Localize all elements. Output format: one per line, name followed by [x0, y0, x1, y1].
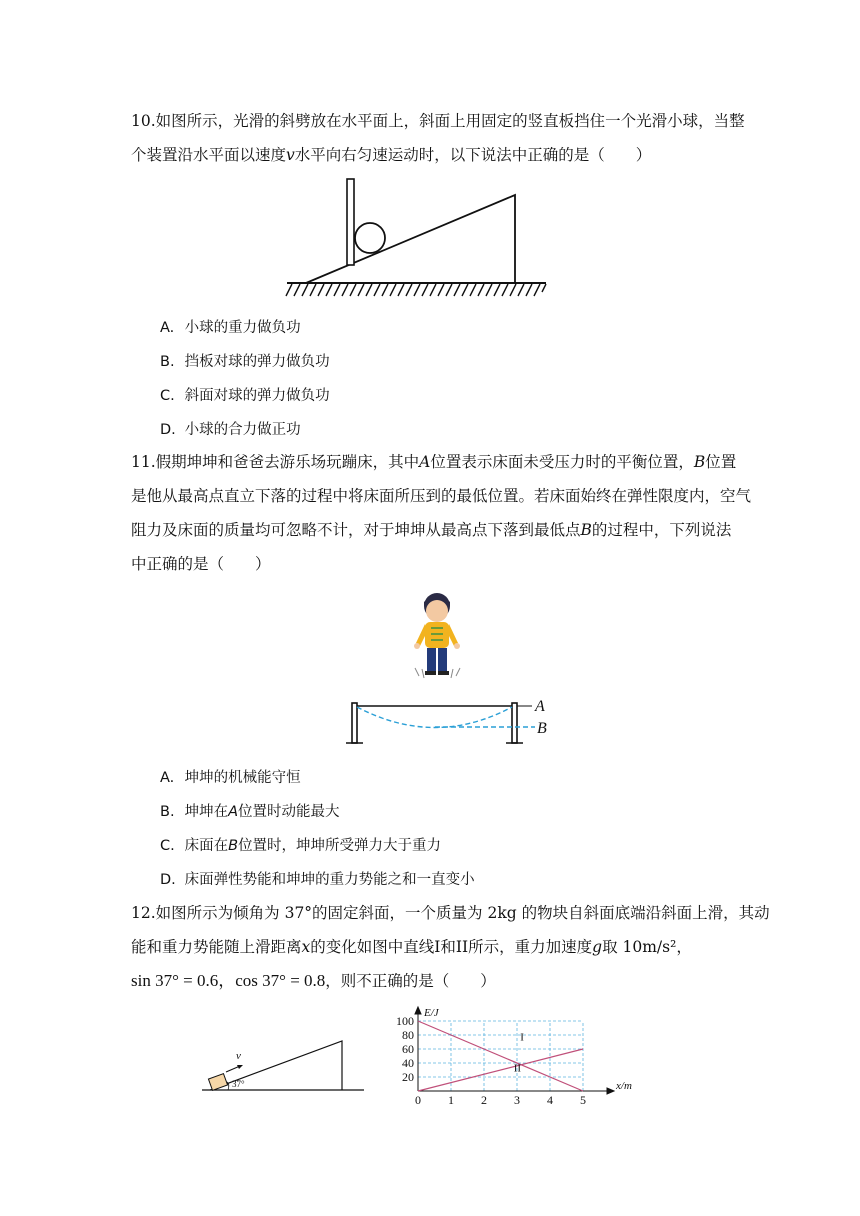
figure-incline-with-ball [284, 175, 554, 300]
q10-option-b[interactable]: B. 挡板对球的弹力做负功 [160, 354, 330, 370]
q10-option-d[interactable]: D. 小球的合力做正功 [160, 422, 301, 438]
question-12-text [131, 896, 770, 998]
smooth-ball [355, 223, 385, 253]
x-tick-label: 0 [415, 1093, 421, 1107]
x-tick-label: 3 [514, 1093, 520, 1107]
y-tick-label: 60 [402, 1042, 414, 1056]
vertical-baffle [347, 179, 354, 265]
q10-line-2: 个装置沿水平面以速度v水平向右匀速运动时，以下说法中正确的是（ ） [131, 146, 652, 164]
block [208, 1074, 227, 1091]
bed-deformed-curve [357, 707, 512, 728]
velocity-arrow [226, 1066, 240, 1072]
velocity-variable: v [286, 146, 295, 164]
question-11-text [131, 445, 752, 581]
trampoline-frame [346, 703, 532, 743]
q11-option-c[interactable]: C. 床面在B位置时，坤坤所受弹力大于重力 [160, 838, 442, 854]
q10-option-a[interactable]: A. 小球的重力做负功 [160, 320, 301, 336]
x-axis-label: x/m [616, 1080, 632, 1092]
q11-option-b[interactable]: B. 坤坤在A位置时动能最大 [160, 804, 340, 820]
x-tick-label: 1 [448, 1093, 454, 1107]
q11-line-2: 是他从最高点直立下落的过程中将床面所压到的最低位置。若床面始终在弹性限度内，空气 [131, 487, 752, 505]
svg-text:37°: 37° [232, 1079, 245, 1089]
q10-line-1: 10.如图所示，光滑的斜劈放在水平面上，斜面上用固定的竖直板挡住一个光滑小球，当整 [131, 112, 745, 130]
q12-line-1: 12.如图所示为倾角为 37°的固定斜面，一个质量为 2kg 的物块自斜面底端沿斜面上滑，其动 [131, 904, 770, 922]
x-tick-label: 5 [580, 1093, 586, 1107]
label-b: B [537, 720, 547, 737]
boy-illustration [414, 593, 460, 678]
series-label: I [520, 1031, 524, 1044]
q11-line-1: 11.假期坤坤和爸爸去游乐场玩蹦床，其中A位置表示床面未受压力时的平衡位置，B位置 [131, 453, 737, 471]
ground-hatching [286, 284, 546, 296]
q11-option-a[interactable]: A. 坤坤的机械能守恒 [160, 770, 301, 786]
y-tick-label: 80 [402, 1028, 414, 1042]
q12-line-3: sin 37° = 0.6，cos 37° = 0.8，则不正确的是（ ） [131, 971, 496, 990]
figure-incline-block [198, 1035, 368, 1095]
q10-option-c[interactable]: C. 斜面对球的弹力做负功 [160, 388, 330, 404]
q11-line-4: 中正确的是（ ） [131, 555, 271, 573]
q11-line-3: 阻力及床面的质量均可忽略不计，对于坤坤从最高点下落到最低点B的过程中，下列说法 [131, 521, 732, 539]
energy-chart [378, 1005, 648, 1107]
formula-sin: sin 37° = 0.6 [131, 971, 219, 990]
series-line-2 [418, 1049, 583, 1091]
x-tick-label: 4 [547, 1093, 553, 1107]
q12-line-2: 能和重力势能随上滑距离x的变化如图中直线I和II所示，重力加速度g取 10m/s²， [131, 938, 692, 956]
series-line-1 [418, 1021, 583, 1091]
incline-wedge [306, 195, 515, 283]
label-a: A [535, 698, 545, 715]
q11-option-d[interactable]: D. 床面弹性势能和坤坤的重力势能之和一直变小 [160, 872, 475, 888]
formula-cos: cos 37° = 0.8 [235, 971, 326, 990]
y-tick-label: 20 [402, 1070, 414, 1084]
question-10-text [131, 104, 745, 172]
svg-text:v: v [236, 1050, 241, 1062]
y-tick-label: 40 [402, 1056, 414, 1070]
series-label: II [513, 1062, 522, 1075]
figure-trampoline [340, 588, 560, 748]
x-tick-label: 2 [481, 1093, 487, 1107]
y-axis-label: E/J [424, 1007, 439, 1019]
y-tick-label: 100 [396, 1014, 414, 1028]
